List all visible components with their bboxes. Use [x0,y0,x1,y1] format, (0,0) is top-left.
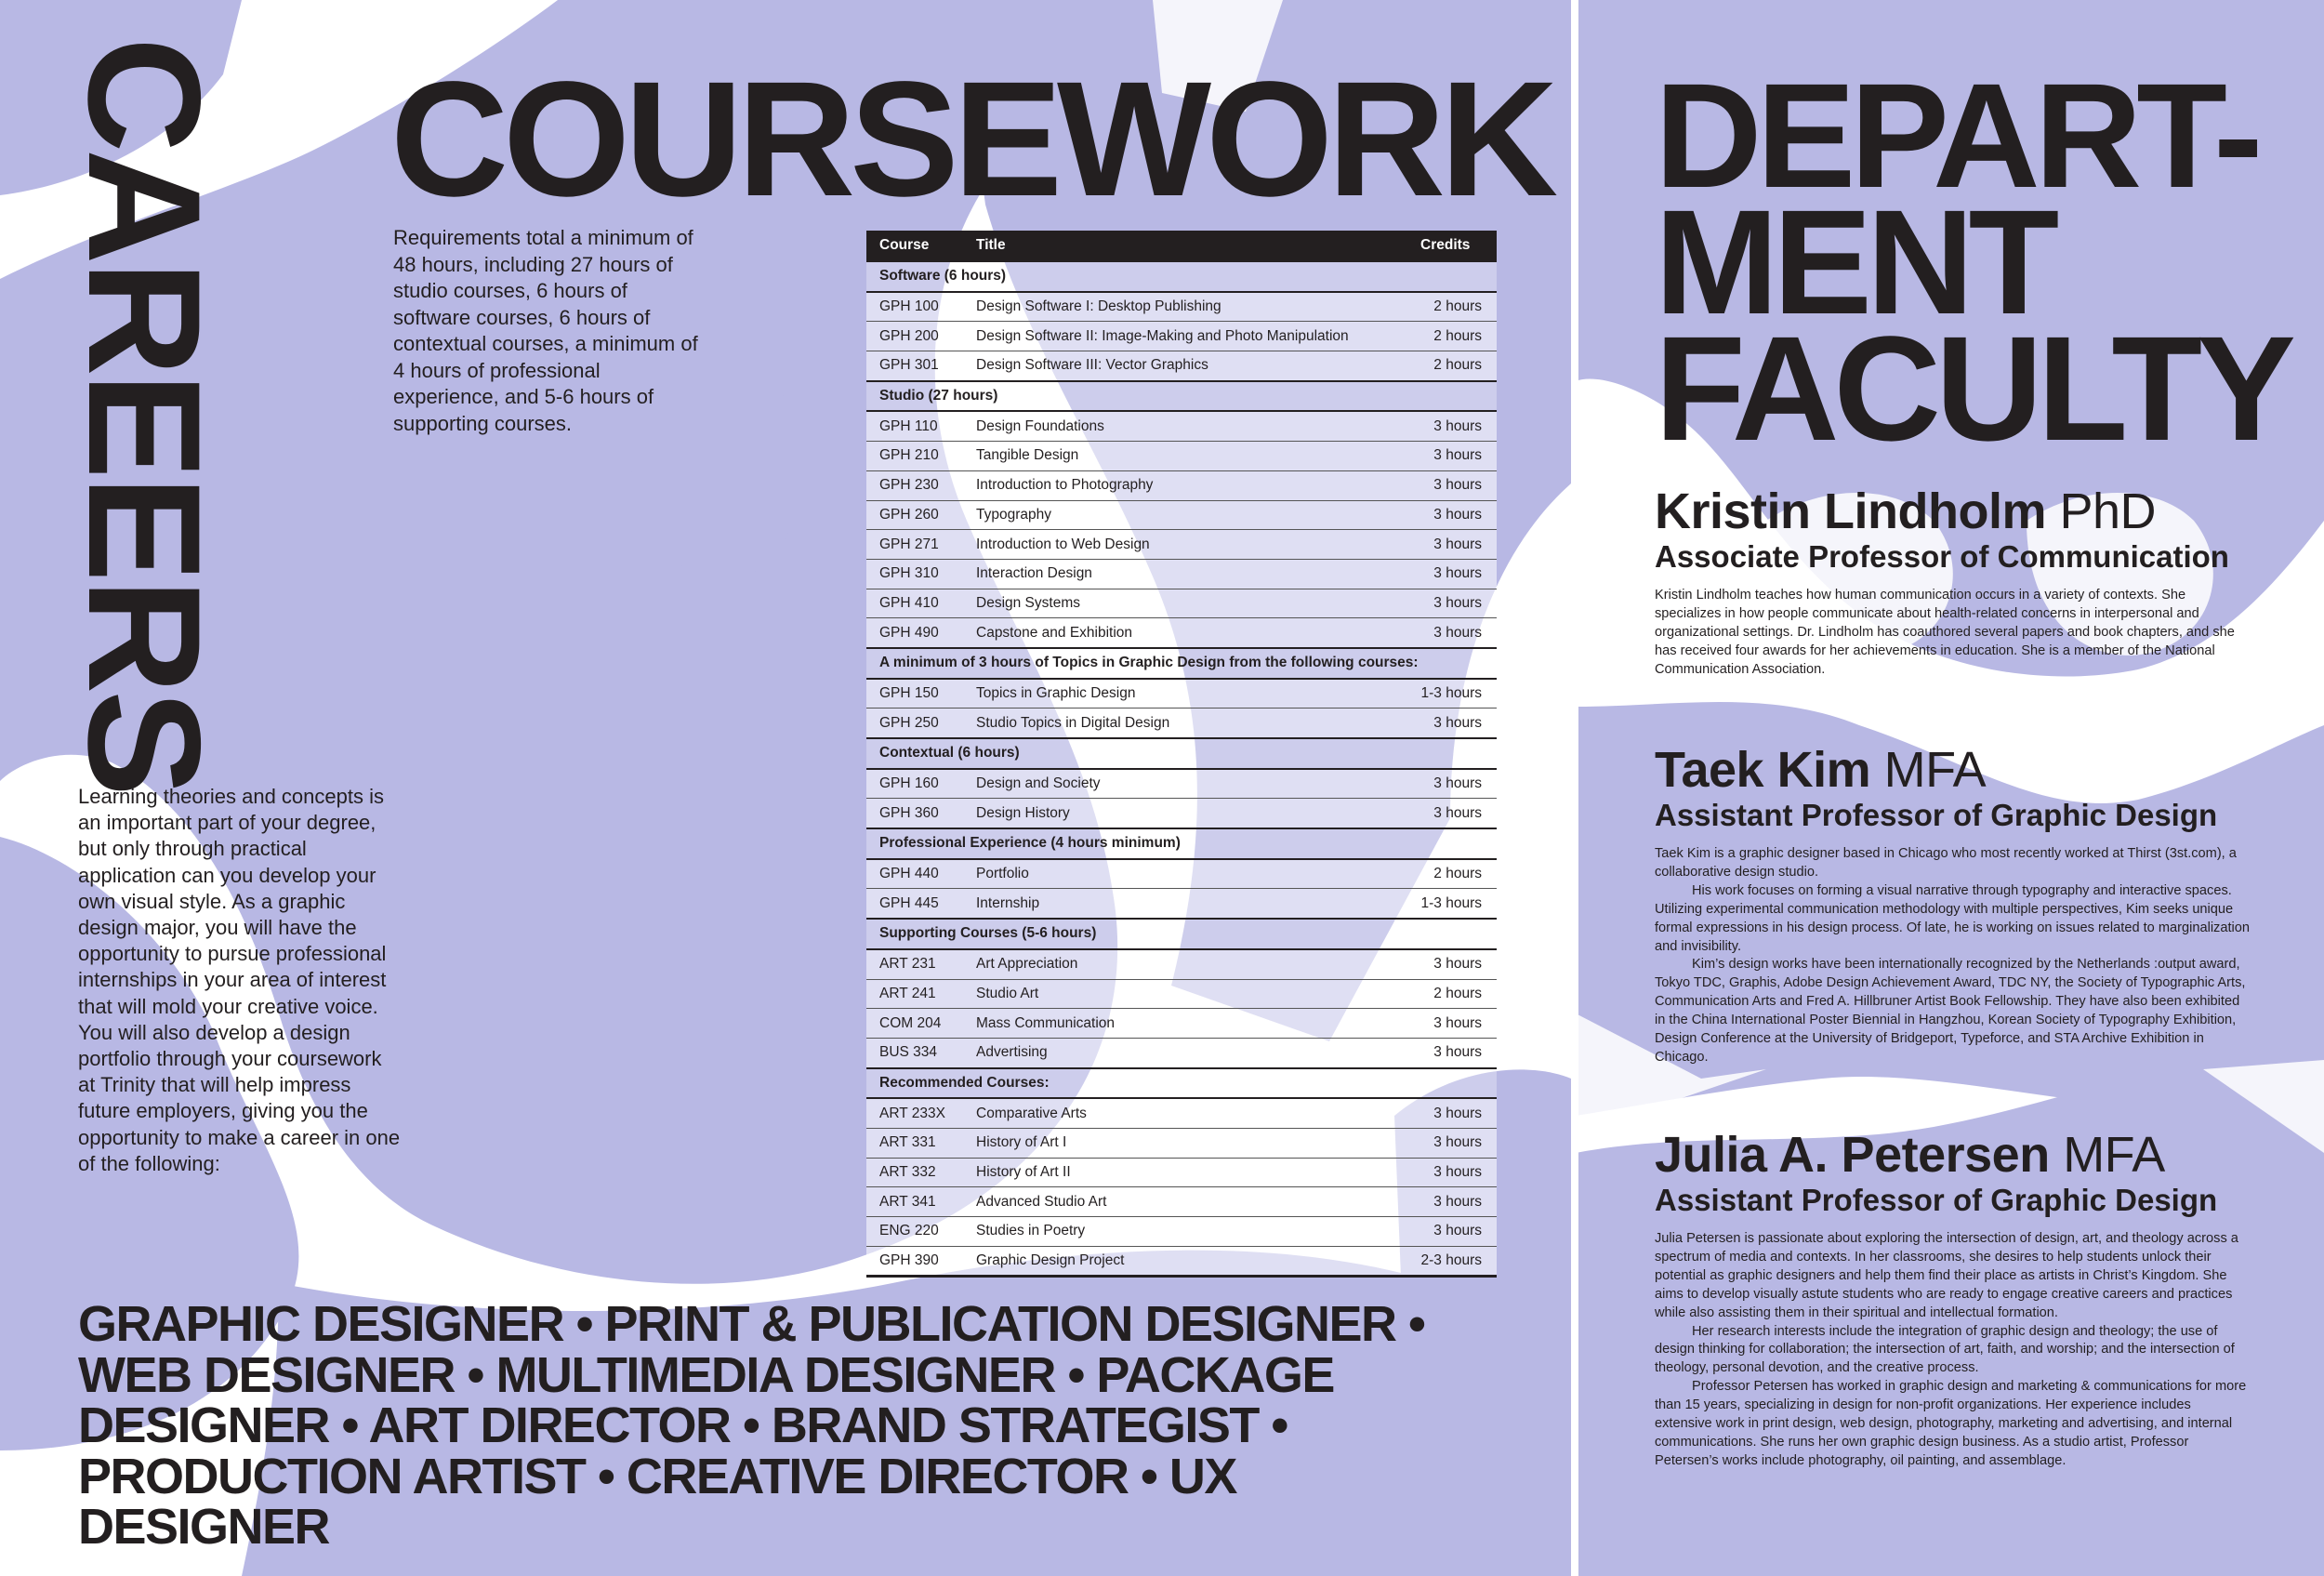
section-header-row [866,381,1497,412]
table-row [866,322,1497,351]
course-code-cell: GPH 260 [866,500,963,530]
course-credits-cell: 3 hours [1407,559,1497,589]
faculty-profile-lindholm [1655,483,2250,680]
faculty-bio-paragraph: Kristin Lindholm teaches how human communication occurs in a variety of contexts. She specializes in how people communicate about health-related concerns in interpersonal and organizational settings. Dr. Lindholm has coauthored several papers and book chapters, and she has received four awards for her achievements in education. She is a member of the National Communication Association. [1655,588,2235,677]
table-row [866,1217,1497,1247]
course-title-cell: Internship [963,889,1407,919]
course-credits-cell: 2 hours [1407,292,1497,322]
faculty-name-text: Taek Kim [1655,742,1871,798]
course-credits-cell: 1-3 hours [1407,889,1497,919]
course-title-cell: Studies in Poetry [963,1217,1407,1247]
course-title-cell: History of Art II [963,1158,1407,1187]
section-header-label: Professional Experience (4 hours minimum) [866,828,1497,859]
faculty-title: Assistant Professor of Graphic Design [1655,1183,2218,1217]
faculty-bio-paragraph: Kim’s design works have been internationally recognized by the Netherlands :output award, Tokyo TDC, Graphis, Adobe Design Achievement Award, TDC NY, the Society of Typographic Arts, Communication Arts and Fred A. Hillbruner Artist Book Fellowship. They have also been exhibited in the China International Poster Biennial in Hangzhou, Korean Society of Typography Exhibition, Design Conference at the University of Bridgeport, Typeforce, and STA Archive Exhibition in Chicago. [1655,957,2246,1065]
course-credits-cell: 3 hours [1407,1128,1497,1158]
section-header-row [866,1068,1497,1099]
section-header-label: Software (6 hours) [866,261,1497,292]
course-title-cell: Design Software I: Desktop Publishing [963,292,1407,322]
careers-body-text: Learning theories and concepts is an important part of your degree, but only through practical application can you develop your own visual style. As a graphic design major, you will have the opportunity to pursue professional internships in your area of interest that will mold your creative voice. You will also develop a design portfolio through your coursework at Trinity that will help impress future employers, giving you the opportunity to make a career in one of the following: [78,785,401,1175]
course-title-cell: Capstone and Exhibition [963,618,1407,648]
course-code-cell: GPH 440 [866,859,963,889]
section-header-row [866,261,1497,292]
table-row [866,799,1497,828]
table-row [866,411,1497,441]
faculty-bio-paragraph: His work focuses on forming a visual narrative through typography and interactive spaces. Utilizing experimental communication methodology with multiple perspectives, Kim seeks unique formal expressions in his design process. Of late, he is working on issues related to marginalization and invisibility. [1655,882,2251,954]
faculty-name [1655,742,2250,798]
course-credits-cell: 3 hours [1407,442,1497,471]
section-header-row [866,648,1497,679]
course-code-cell: GPH 210 [866,442,963,471]
section-header-label: Contextual (6 hours) [866,738,1497,769]
course-credits-cell: 3 hours [1407,769,1497,799]
course-credits-cell: 1-3 hours [1407,679,1497,709]
table-row [866,1098,1497,1128]
course-code-cell: BUS 334 [866,1038,963,1067]
course-code-cell: GPH 360 [866,799,963,828]
column-header-course: Course [866,231,963,261]
course-title-cell: Studio Art [963,979,1407,1009]
course-credits-cell: 2-3 hours [1407,1246,1497,1277]
table-row [866,709,1497,738]
course-code-cell: COM 204 [866,1009,963,1039]
course-code-cell: ART 332 [866,1158,963,1187]
faculty-bio-paragraph: Professor Petersen has worked in graphic design and marketing & communications for more than 15 years, specializing in design for non-profit organizations. Her experience includes extensive work in print design, web design, photography, marketing and advertising, and internal communications. She runs her own graphic design business. As a studio artist, Professor Petersen’s works include photography, oil painting, and assemblage. [1655,1379,2247,1468]
course-credits-cell: 3 hours [1407,500,1497,530]
course-credits-cell: 3 hours [1407,949,1497,979]
faculty-bio-paragraph: Taek Kim is a graphic designer based in Chicago who most recently worked at Thirst (3st.com), a collaborative design studio. [1655,846,2237,880]
course-credits-cell: 3 hours [1407,709,1497,738]
table-header-row [866,231,1497,261]
table-row [866,889,1497,919]
course-code-cell: GPH 410 [866,589,963,618]
course-title-cell: Design Systems [963,589,1407,618]
course-code-cell: GPH 301 [866,351,963,381]
course-title-cell: Interaction Design [963,559,1407,589]
course-credits-cell: 3 hours [1407,618,1497,648]
course-credits-cell: 3 hours [1407,1098,1497,1128]
course-title-cell: Design Software III: Vector Graphics [963,351,1407,381]
table-row [866,679,1497,709]
faculty-title: Associate Professor of Communication [1655,539,2229,574]
course-code-cell: ART 231 [866,949,963,979]
course-credits-cell: 3 hours [1407,589,1497,618]
table-row [866,859,1497,889]
course-title-cell: Design Foundations [963,411,1407,441]
course-title-cell: Design and Society [963,769,1407,799]
faculty-degree: MFA [2063,1127,2165,1183]
course-credits-cell: 3 hours [1407,799,1497,828]
course-code-cell: GPH 310 [866,559,963,589]
faculty-name [1655,483,2250,539]
table-row [866,1187,1497,1217]
course-title-cell: Graphic Design Project [963,1246,1407,1277]
faculty-name-text: Kristin Lindholm [1655,483,2046,539]
section-header-label: Studio (27 hours) [866,381,1497,412]
column-header-title: Title [963,231,1407,261]
course-title-cell: Introduction to Photography [963,470,1407,500]
table-row [866,292,1497,322]
section-header-label: Recommended Courses: [866,1068,1497,1099]
course-credits-cell: 2 hours [1407,859,1497,889]
course-title-cell: Comparative Arts [963,1098,1407,1128]
career-list: GRAPHIC DESIGNER • PRINT & PUBLICATION DESIGNER • WEB DESIGNER • MULTIMEDIA DESIGNER • PACKAGE DESIGNER • ART DIRECTOR • BRAND STRATEGIST • PRODUCTION ARTIST • CREATIVE DIRECTOR • UX DESIGNER [78,1296,1425,1555]
course-credits-cell: 3 hours [1407,1009,1497,1039]
course-title-cell: Tangible Design [963,442,1407,471]
course-title-cell: Design Software II: Image-Making and Photo Manipulation [963,322,1407,351]
table-row [866,1246,1497,1277]
course-credits-cell: 2 hours [1407,322,1497,351]
course-code-cell: ART 241 [866,979,963,1009]
section-header-label: A minimum of 3 hours of Topics in Graphic Design from the following courses: [866,648,1497,679]
table-row [866,949,1497,979]
faculty-name [1655,1127,2250,1183]
table-row [866,769,1497,799]
course-credits-cell: 3 hours [1407,1038,1497,1067]
faculty-heading-line: FACULTY [1655,305,2291,471]
course-credits-cell: 2 hours [1407,979,1497,1009]
course-title-cell: Art Appreciation [963,949,1407,979]
faculty-title: Assistant Professor of Graphic Design [1655,798,2218,832]
table-row [866,500,1497,530]
faculty-profile-kim [1655,742,2251,1067]
section-header-label: Supporting Courses (5-6 hours) [866,919,1497,949]
course-title-cell: Portfolio [963,859,1407,889]
course-code-cell: GPH 200 [866,322,963,351]
course-credits-cell: 3 hours [1407,1217,1497,1247]
table-row [866,1128,1497,1158]
course-credits-cell: 2 hours [1407,351,1497,381]
course-code-cell: ENG 220 [866,1217,963,1247]
course-credits-cell: 3 hours [1407,411,1497,441]
course-code-cell: GPH 230 [866,470,963,500]
course-title-cell: Typography [963,500,1407,530]
course-credits-cell: 3 hours [1407,470,1497,500]
faculty-degree: MFA [1883,742,1987,798]
coursework-heading: COURSEWORK [390,48,1553,231]
table-row [866,1158,1497,1187]
table-row [866,351,1497,381]
course-code-cell: GPH 445 [866,889,963,919]
course-code-cell: ART 233X [866,1098,963,1128]
course-code-cell: GPH 271 [866,530,963,560]
course-title-cell: Mass Communication [963,1009,1407,1039]
course-title-cell: Advertising [963,1038,1407,1067]
section-header-row [866,828,1497,859]
course-credits-cell: 3 hours [1407,530,1497,560]
table-row [866,618,1497,648]
course-code-cell: GPH 110 [866,411,963,441]
faculty-heading [1655,52,2291,471]
course-code-cell: ART 331 [866,1128,963,1158]
faculty-bio-paragraph: Her research interests include the integration of graphic design and theology; the use of design thinking for collaboration; the intersection of art, faith, and worship; and the intersection of theology, personal devotion, and the creative process. [1655,1323,2235,1376]
faculty-name-text: Julia A. Petersen [1655,1127,2050,1183]
section-header-row [866,919,1497,949]
course-title-cell: Advanced Studio Art [963,1187,1407,1217]
course-title-cell: Design History [963,799,1407,828]
course-credits-cell: 3 hours [1407,1158,1497,1187]
table-row [866,979,1497,1009]
table-row [866,1009,1497,1039]
table-row [866,559,1497,589]
course-title-cell: History of Art I [963,1128,1407,1158]
careers-heading: CAREERS [55,37,233,794]
table-row [866,1038,1497,1067]
course-title-cell: Introduction to Web Design [963,530,1407,560]
section-header-row [866,738,1497,769]
table-row [866,442,1497,471]
course-code-cell: GPH 150 [866,679,963,709]
faculty-bio-paragraph: Julia Petersen is passionate about exploring the intersection of design, art, and theology across a spectrum of media and contexts. In her classrooms, she desires to help students unlock their potential as graphic designers and help them find their place as artists in Christ’s Kingdom. She aims to develop visually astute students who are ready to engage creative careers and practices while also assisting them in their spiritual and intellectual formation. [1655,1231,2238,1320]
course-code-cell: GPH 250 [866,709,963,738]
course-code-cell: GPH 100 [866,292,963,322]
faculty-heading-line: DEPART- [1655,52,2258,219]
course-title-cell: Studio Topics in Digital Design [963,709,1407,738]
faculty-heading-line: MENT [1655,179,2054,345]
course-table [866,231,1497,1278]
table-row [866,589,1497,618]
column-header-credits: Credits [1407,231,1497,261]
course-credits-cell: 3 hours [1407,1187,1497,1217]
table-row [866,530,1497,560]
course-code-cell: GPH 160 [866,769,963,799]
course-code-cell: GPH 390 [866,1246,963,1277]
course-title-cell: Topics in Graphic Design [963,679,1407,709]
coursework-requirements-text: Requirements total a minimum of 48 hours, including 27 hours of studio courses, 6 hours of software courses, 6 hours of contextual courses, a minimum of 4 hours of professional experience, and 5-6 hours of supporting courses. [393,226,698,435]
course-code-cell: ART 341 [866,1187,963,1217]
faculty-degree: PhD [2059,483,2157,539]
faculty-profile-petersen [1655,1127,2250,1471]
course-table-body [866,261,1497,1277]
course-code-cell: GPH 490 [866,618,963,648]
table-row [866,470,1497,500]
